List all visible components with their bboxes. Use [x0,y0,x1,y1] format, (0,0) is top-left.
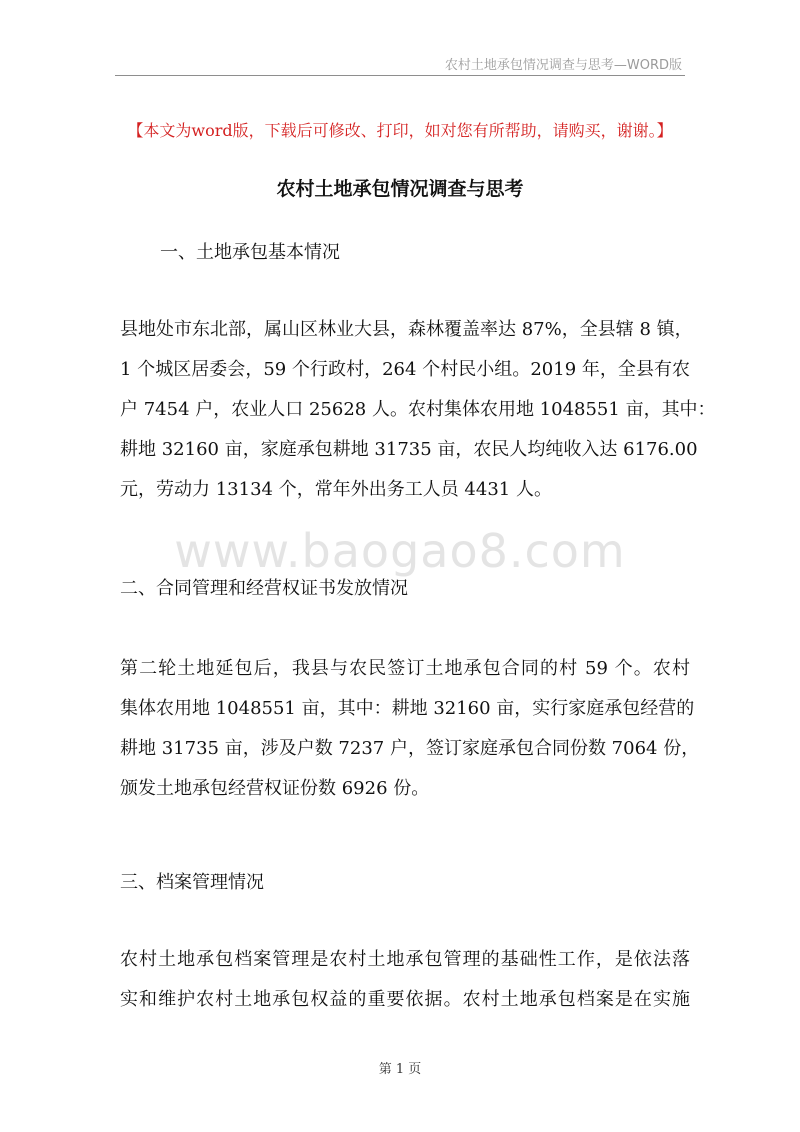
section-heading-2: 二、合同管理和经营权证书发放情况 [120,578,408,599]
purchase-notice: 【本文为word版，下载后可修改、打印，如对您有所帮助，请购买，谢谢。】 [127,121,673,140]
section-paragraph-1 [120,310,716,510]
paragraph-line: 第二轮土地延包后，我县与农民签订土地承包合同的村 59 个。农村 [120,658,690,679]
paragraph-line: 户 7454 户，农业人口 25628 人。农村集体农用地 1048551 亩，其中： [120,399,716,420]
watermark: www.baogao8.com [174,524,626,578]
section-paragraph-2 [120,649,700,809]
paragraph-line: 耕地 31735 亩，涉及户数 7237 户，签订家庭承包合同份数 7064 份， [120,738,700,759]
paragraph-line: 县地处市东北部，属山区林业大县，森林覆盖率达 87%，全县辖 8 镇， [120,319,693,340]
paragraph-line: 元，劳动力 13134 个，常年外出务工人员 4431 人。 [120,479,552,500]
page-number: 第 1 页 [378,1062,422,1077]
section-heading-3: 三、档案管理情况 [120,872,264,893]
paragraph-line: 颁发土地承包经营权证份数 6926 份。 [120,778,430,799]
document-title: 农村土地承包情况调查与思考 [276,178,524,200]
section-paragraph-3 [120,940,690,1020]
paragraph-line: 集体农用地 1048551 亩，其中：耕地 32160 亩，实行家庭承包经营的 [120,698,695,719]
section-heading-1: 一、土地承包基本情况 [160,242,340,263]
paragraph-line: 实和维护农村土地承包权益的重要依据。农村土地承包档案是在实施 [120,989,690,1010]
paragraph-line: 农村土地承包档案管理是农村土地承包管理的基础性工作，是依法落 [120,949,690,970]
paragraph-line: 1 个城区居委会，59 个行政村，264 个村民小组。2019 年，全县有农 [120,359,690,380]
header-divider [115,75,685,76]
running-header: 农村土地承包情况调查与思考—WORD版 [444,58,682,73]
paragraph-line: 耕地 32160 亩，家庭承包耕地 31735 亩，农民人均纯收入达 6176.00 [120,439,698,460]
